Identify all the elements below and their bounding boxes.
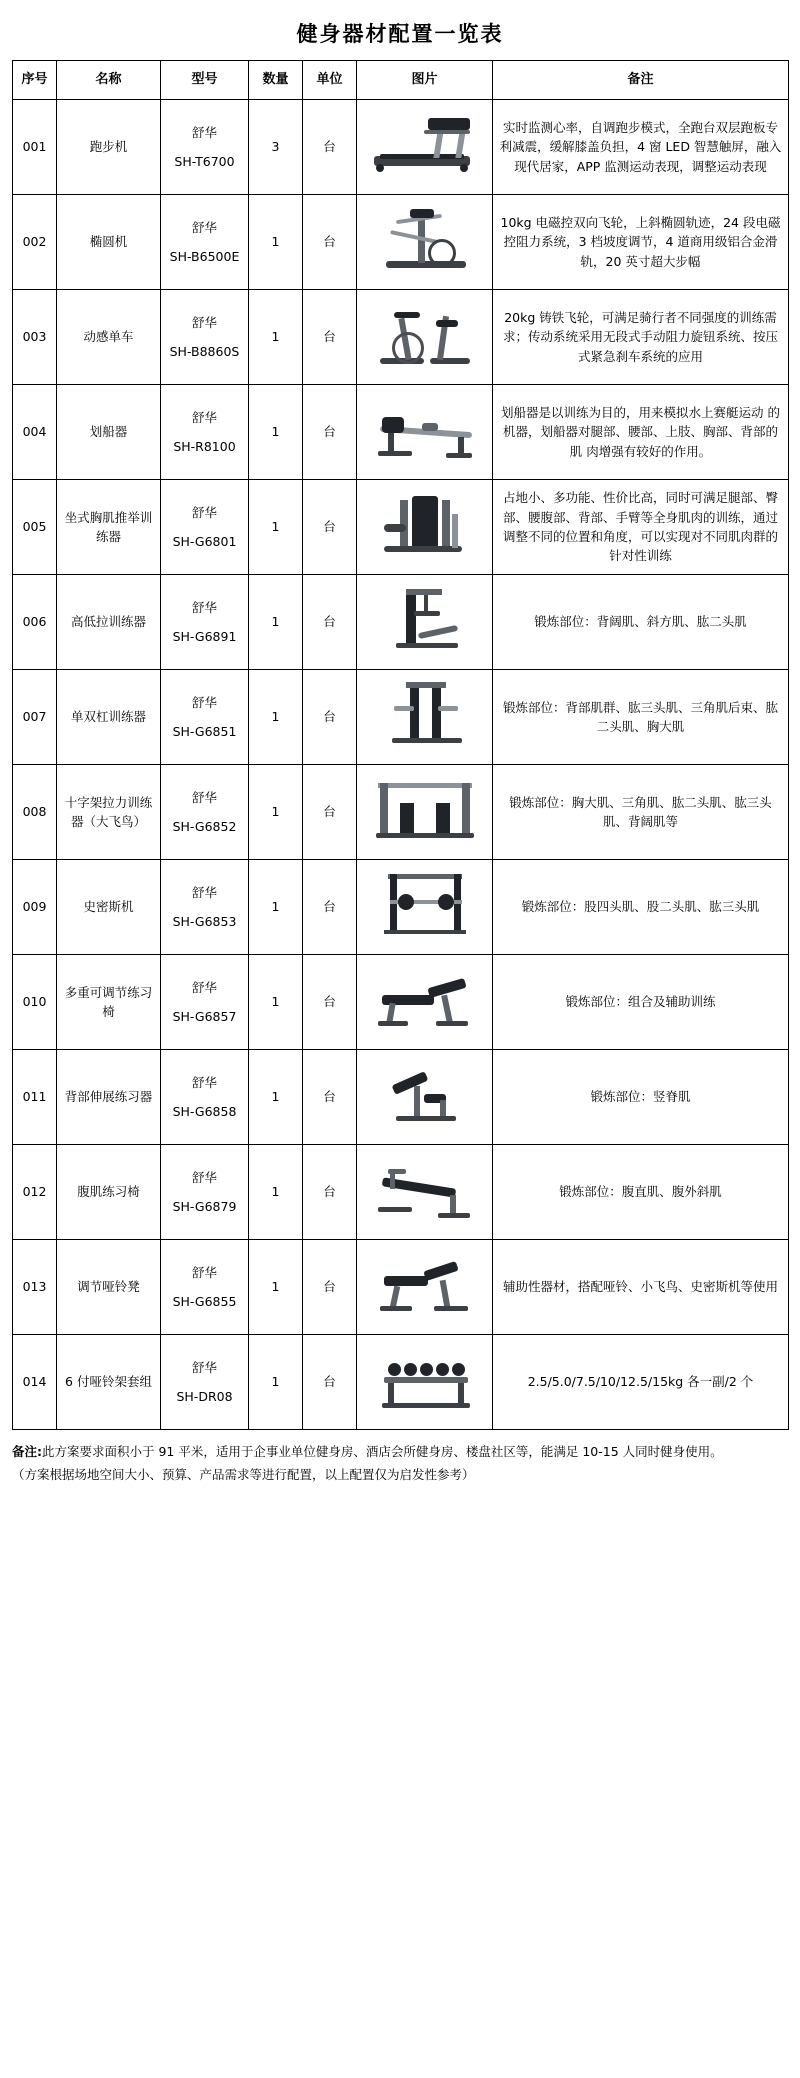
cell-qty: 1 [249, 1050, 303, 1145]
cell-remark: 20kg 铸铁飞轮，可满足骑行者不同强度的训练需求；传动系统采用无段式手动阻力旋钮系统、按压式紧急刹车系统的应用 [493, 290, 789, 385]
cell-image [357, 860, 493, 955]
cell-image [357, 955, 493, 1050]
cell-model-code: SH-G6852 [172, 819, 237, 834]
equipment-table [12, 60, 789, 1430]
cell-index: 011 [13, 1050, 57, 1145]
cell-model [161, 575, 249, 670]
cell-model-code: SH-G6853 [172, 914, 237, 929]
table-row [13, 1145, 789, 1240]
cell-brand: 舒华 [191, 409, 217, 425]
footer-notes [12, 1440, 788, 1486]
table-header-row [13, 61, 789, 100]
cell-qty: 1 [249, 575, 303, 670]
cell-qty: 1 [249, 1335, 303, 1430]
table-row [13, 670, 789, 765]
table-row [13, 765, 789, 860]
cell-unit: 台 [303, 575, 357, 670]
cell-brand: 舒华 [191, 1359, 217, 1375]
cell-image [357, 1145, 493, 1240]
cell-name: 史密斯机 [57, 860, 161, 955]
cell-index: 004 [13, 385, 57, 480]
table-row [13, 100, 789, 195]
cell-model-code: SH-B6500E [169, 249, 240, 264]
column-header-unit: 单位 [303, 61, 357, 100]
cell-brand: 舒华 [191, 314, 217, 330]
page-title: 健身器材配置一览表 [296, 22, 504, 46]
cell-model [161, 1145, 249, 1240]
cell-model-code: SH-G6891 [172, 629, 237, 644]
cell-remark: 锻炼部位：胸大肌、三角肌、肱二头肌、肱三头肌、背阔肌等 [493, 765, 789, 860]
cell-qty: 1 [249, 955, 303, 1050]
cell-model [161, 670, 249, 765]
cell-index: 002 [13, 195, 57, 290]
table-row [13, 575, 789, 670]
cell-model [161, 1050, 249, 1145]
lat-pulldown-photo [366, 585, 484, 659]
cell-unit: 台 [303, 1050, 357, 1145]
dumbbell-bench-photo [366, 1250, 484, 1324]
cell-remark: 10kg 电磁控双向飞轮，上斜椭圆轨迹，24 段电磁控阻力系统，3 档坡度调节，4 道商用级铝合金滑轨，20 英寸超大步幅 [493, 195, 789, 290]
cell-name: 6 付哑铃架套组 [57, 1335, 161, 1430]
cell-model [161, 195, 249, 290]
cell-qty: 1 [249, 480, 303, 575]
cell-model [161, 290, 249, 385]
cell-model [161, 860, 249, 955]
cell-index: 001 [13, 100, 57, 195]
cell-remark: 锻炼部位：背阔肌、斜方肌、肱二头肌 [493, 575, 789, 670]
cell-image [357, 195, 493, 290]
cell-brand: 舒华 [191, 789, 217, 805]
cell-model [161, 955, 249, 1050]
cell-model-code: SH-G6858 [172, 1104, 237, 1119]
table-row [13, 385, 789, 480]
column-header-qty: 数量 [249, 61, 303, 100]
cell-brand: 舒华 [191, 694, 217, 710]
adjustable-bench-photo [366, 965, 484, 1039]
cell-model [161, 765, 249, 860]
cell-index: 008 [13, 765, 57, 860]
column-header-index: 序号 [13, 61, 57, 100]
table-row [13, 955, 789, 1050]
cell-remark: 划船器是以训练为目的，用来模拟水上赛艇运动 的机器，划船器对腿部、腰部、上肢、胸部、背部的肌 肉增强有较好的作用。 [493, 385, 789, 480]
cell-model-code: SH-R8100 [173, 439, 236, 454]
cell-unit: 台 [303, 670, 357, 765]
cell-model [161, 1335, 249, 1430]
cell-name: 坐式胸肌推举训练器 [57, 480, 161, 575]
column-header-model: 型号 [161, 61, 249, 100]
cell-qty: 1 [249, 860, 303, 955]
cell-model-code: SH-G6855 [172, 1294, 237, 1309]
ab-bench-photo [366, 1155, 484, 1229]
cell-qty: 1 [249, 385, 303, 480]
cell-index: 013 [13, 1240, 57, 1335]
cell-name: 十字架拉力训练器（大飞鸟） [57, 765, 161, 860]
cell-remark: 锻炼部位：腹直肌、腹外斜肌 [493, 1145, 789, 1240]
cell-remark: 锻炼部位：背部肌群、肱三头肌、三角肌后束、肱二头肌、胸大肌 [493, 670, 789, 765]
cell-unit: 台 [303, 1145, 357, 1240]
table-row [13, 1240, 789, 1335]
cell-model-code: SH-G6851 [172, 724, 237, 739]
cell-unit: 台 [303, 290, 357, 385]
cell-unit: 台 [303, 385, 357, 480]
table-row [13, 290, 789, 385]
cell-index: 007 [13, 670, 57, 765]
cell-index: 006 [13, 575, 57, 670]
cell-brand: 舒华 [191, 884, 217, 900]
cell-name: 划船器 [57, 385, 161, 480]
table-row [13, 1335, 789, 1430]
cell-brand: 舒华 [191, 1169, 217, 1185]
notes-line-2: （方案根据场地空间大小、预算、产品需求等进行配置，以上配置仅为启发性参考） [12, 1467, 475, 1483]
column-header-remark: 备注 [493, 61, 789, 100]
cell-image [357, 385, 493, 480]
cell-model-code: SH-G6801 [172, 534, 237, 549]
cell-qty: 1 [249, 195, 303, 290]
cell-remark: 锻炼部位：组合及辅助训练 [493, 955, 789, 1050]
cell-name: 多重可调节练习椅 [57, 955, 161, 1050]
table-row [13, 480, 789, 575]
column-header-image: 图片 [357, 61, 493, 100]
treadmill-photo [366, 110, 484, 184]
cell-qty: 1 [249, 670, 303, 765]
cell-unit: 台 [303, 955, 357, 1050]
cell-unit: 台 [303, 860, 357, 955]
cell-unit: 台 [303, 480, 357, 575]
cell-image [357, 100, 493, 195]
cell-qty: 1 [249, 1145, 303, 1240]
cell-qty: 3 [249, 100, 303, 195]
cell-image [357, 290, 493, 385]
rowing-machine-photo [366, 395, 484, 469]
cell-model [161, 385, 249, 480]
cell-name: 单双杠训练器 [57, 670, 161, 765]
cell-brand: 舒华 [191, 219, 217, 235]
table-row [13, 860, 789, 955]
cell-brand: 舒华 [191, 1264, 217, 1280]
cell-model-code: SH-G6857 [172, 1009, 237, 1024]
cell-remark: 实时监测心率，自调跑步模式，全跑台双层跑板专利减震，缓解膝盖负担，4 窗 LED 智慧触屏，融入现代居家，APP 监测运动表现，调整运动表现 [493, 100, 789, 195]
cell-name: 椭圆机 [57, 195, 161, 290]
column-header-name: 名称 [57, 61, 161, 100]
cell-image [357, 1240, 493, 1335]
cell-name: 跑步机 [57, 100, 161, 195]
cell-image [357, 1335, 493, 1430]
cell-unit: 台 [303, 1335, 357, 1430]
table-row [13, 195, 789, 290]
cell-model-code: SH-G6879 [172, 1199, 237, 1214]
notes-line-1: 此方案要求面积小于 91 平米，适用于企事业单位健身房、酒店会所健身房、楼盘社区等，能满足 10-15 人同时健身使用。 [42, 1444, 723, 1459]
cell-qty: 1 [249, 765, 303, 860]
cell-qty: 1 [249, 1240, 303, 1335]
cell-model-code: SH-B8860S [169, 344, 240, 359]
cell-remark: 锻炼部位：股四头肌、股二头肌、肱三头肌 [493, 860, 789, 955]
cell-unit: 台 [303, 100, 357, 195]
cell-index: 009 [13, 860, 57, 955]
cell-qty: 1 [249, 290, 303, 385]
dumbbell-rack-photo [366, 1345, 484, 1419]
cell-remark: 2.5/5.0/7.5/10/12.5/15kg 各一副/2 个 [493, 1335, 789, 1430]
cell-model [161, 100, 249, 195]
spin-bike-photo [366, 300, 484, 374]
cell-unit: 台 [303, 195, 357, 290]
cell-name: 调节哑铃凳 [57, 1240, 161, 1335]
dip-station-photo [366, 680, 484, 754]
cell-index: 012 [13, 1145, 57, 1240]
smith-machine-photo [366, 870, 484, 944]
cell-remark: 占地小、多功能、性价比高，同时可满足腿部、臀部、腰腹部、背部、手臂等全身肌肉的训练，通过调整不同的位置和角度，可以实现对不同肌肉群的针对性训练 [493, 480, 789, 575]
cell-model-code: SH-T6700 [174, 154, 235, 169]
cell-model [161, 480, 249, 575]
cell-brand: 舒华 [191, 979, 217, 995]
cell-brand: 舒华 [191, 504, 217, 520]
notes-label: 备注: [12, 1444, 42, 1459]
cell-unit: 台 [303, 765, 357, 860]
cell-name: 动感单车 [57, 290, 161, 385]
cell-name: 高低拉训练器 [57, 575, 161, 670]
cell-index: 014 [13, 1335, 57, 1430]
elliptical-photo [366, 205, 484, 279]
cell-remark: 锻炼部位：竖脊肌 [493, 1050, 789, 1145]
cell-brand: 舒华 [191, 599, 217, 615]
cell-index: 005 [13, 480, 57, 575]
cell-index: 010 [13, 955, 57, 1050]
chest-press-photo [366, 490, 484, 564]
cell-image [357, 670, 493, 765]
cell-model-code: SH-DR08 [176, 1389, 233, 1404]
cable-crossover-photo [366, 775, 484, 849]
cell-brand: 舒华 [191, 1074, 217, 1090]
cell-remark: 辅助性器材，搭配哑铃、小飞鸟、史密斯机等使用 [493, 1240, 789, 1335]
cell-name: 背部伸展练习器 [57, 1050, 161, 1145]
cell-brand: 舒华 [191, 124, 217, 140]
cell-image [357, 480, 493, 575]
cell-image [357, 765, 493, 860]
back-extension-photo [366, 1060, 484, 1134]
cell-model [161, 1240, 249, 1335]
table-row [13, 1050, 789, 1145]
cell-unit: 台 [303, 1240, 357, 1335]
cell-image [357, 575, 493, 670]
cell-image [357, 1050, 493, 1145]
cell-index: 003 [13, 290, 57, 385]
cell-name: 腹肌练习椅 [57, 1145, 161, 1240]
